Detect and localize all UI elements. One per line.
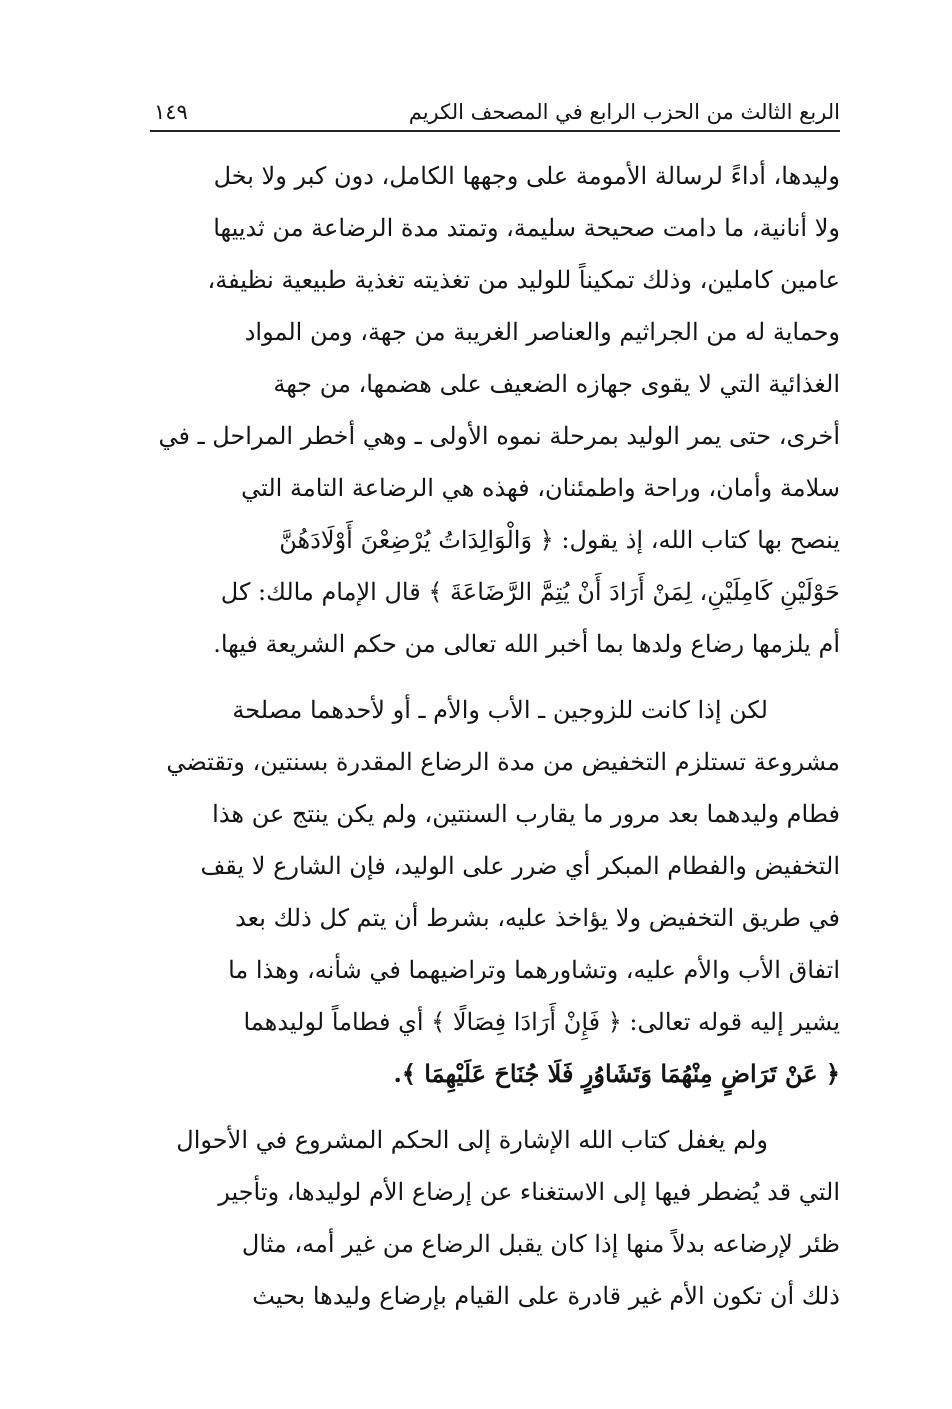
text-line: التخفيض والفطام المبكر أي ضرر على الوليد، فإن الشارع لا يقف: [200, 852, 840, 880]
text-line-quran-verse: ينصح بها كتاب الله، إذ يقول: ﴿ وَالْوَالِدَاتُ يُرْضِعْنَ أَوْلَادَهُنَّ: [279, 526, 840, 554]
paragraph-2: [150, 684, 840, 1100]
text-line: فطام وليدهما بعد مرور ما يقارب السنتين، ولم يكن ينتج عن هذا: [212, 800, 840, 828]
text-line: عامين كاملين، وذلك تمكيناً للوليد من تغذيته تغذية طبيعية نظيفة،: [207, 266, 840, 294]
text-line-quran-verse: يشير إليه قوله تعالى: ﴿ فَإِنْ أَرَادَا فِصَالًا ﴾ أي فطاماً لوليدهما: [243, 1008, 840, 1036]
text-line: في طريق التخفيض ولا يؤاخذ عليه، بشرط أن يتم كل ذلك بعد: [235, 904, 840, 932]
text-line: التي قد يُضطر فيها إلى الاستغناء عن إرضاع الأم لوليدها، وتأجير: [218, 1178, 840, 1206]
text-line: اتفاق الأب والأم عليه، وتشاورهما وتراضيهما في شأنه، وهذا ما: [228, 956, 840, 984]
paragraph-3: [150, 1114, 840, 1322]
header-divider: [150, 130, 840, 132]
text-line: مشروعة تستلزم التخفيض من مدة الرضاع المقدرة بسنتين، وتقتضي: [166, 748, 840, 776]
text-line: ولا أنانية، ما دامت صحيحة سليمة، وتمتد مدة الرضاعة من ثدييها: [213, 214, 840, 242]
text-line: أم يلزمها رضاع ولدها بما أخبر الله تعالى من حكم الشريعة فيها.: [213, 630, 840, 658]
text-line: سلامة وأمان، وراحة واطمئنان، فهذه هي الرضاعة التامة التي: [241, 474, 840, 502]
text-line: لكن إذا كانت للزوجين ـ الأب والأم ـ أو لأحدهما مصلحة: [232, 696, 768, 724]
text-line: وحماية له من الجراثيم والعناصر الغريبة من جهة، ومن المواد: [244, 318, 840, 346]
text-line: أخرى، حتى يمر الوليد بمرحلة نموه الأولى ـ وهي أخطر المراحل ـ في: [158, 422, 840, 450]
page-number: ١٤٩: [154, 100, 188, 124]
text-line-quran-verse: حَوْلَيْنِ كَامِلَيْنِ، لِمَنْ أَرَادَ أَنْ يُتِمَّ الرَّضَاعَةَ ﴾ قال الإمام مالك: كل: [220, 578, 840, 606]
text-line: ذلك أن تكون الأم غير قادرة على القيام بإرضاع وليدها بحيث: [252, 1282, 840, 1310]
text-line: الغذائية التي لا يقوى جهازه الضعيف على هضمها، من جهة: [273, 370, 840, 398]
paragraph-1: [150, 150, 840, 670]
running-header: [150, 96, 840, 130]
text-line-quran-verse: ﴿ عَنْ تَرَاضٍ مِنْهُمَا وَتَشَاوُرٍ فَلَا جُنَاحَ عَلَيْهِمَا ﴾.: [393, 1059, 840, 1088]
body-text: [150, 150, 840, 1322]
text-line: وليدها، أداءً لرسالة الأمومة على وجهها الكامل، دون كبر ولا بخل: [213, 162, 840, 190]
text-line: ظئر لإرضاعه بدلاً منها إذا كان يقبل الرضاع من غير أمه، مثال: [241, 1230, 840, 1258]
text-line: ولم يغفل كتاب الله الإشارة إلى الحكم المشروع في الأحوال: [176, 1126, 768, 1154]
running-header-title: الربع الثالث من الحزب الرابع في المصحف الكريم: [408, 100, 840, 124]
